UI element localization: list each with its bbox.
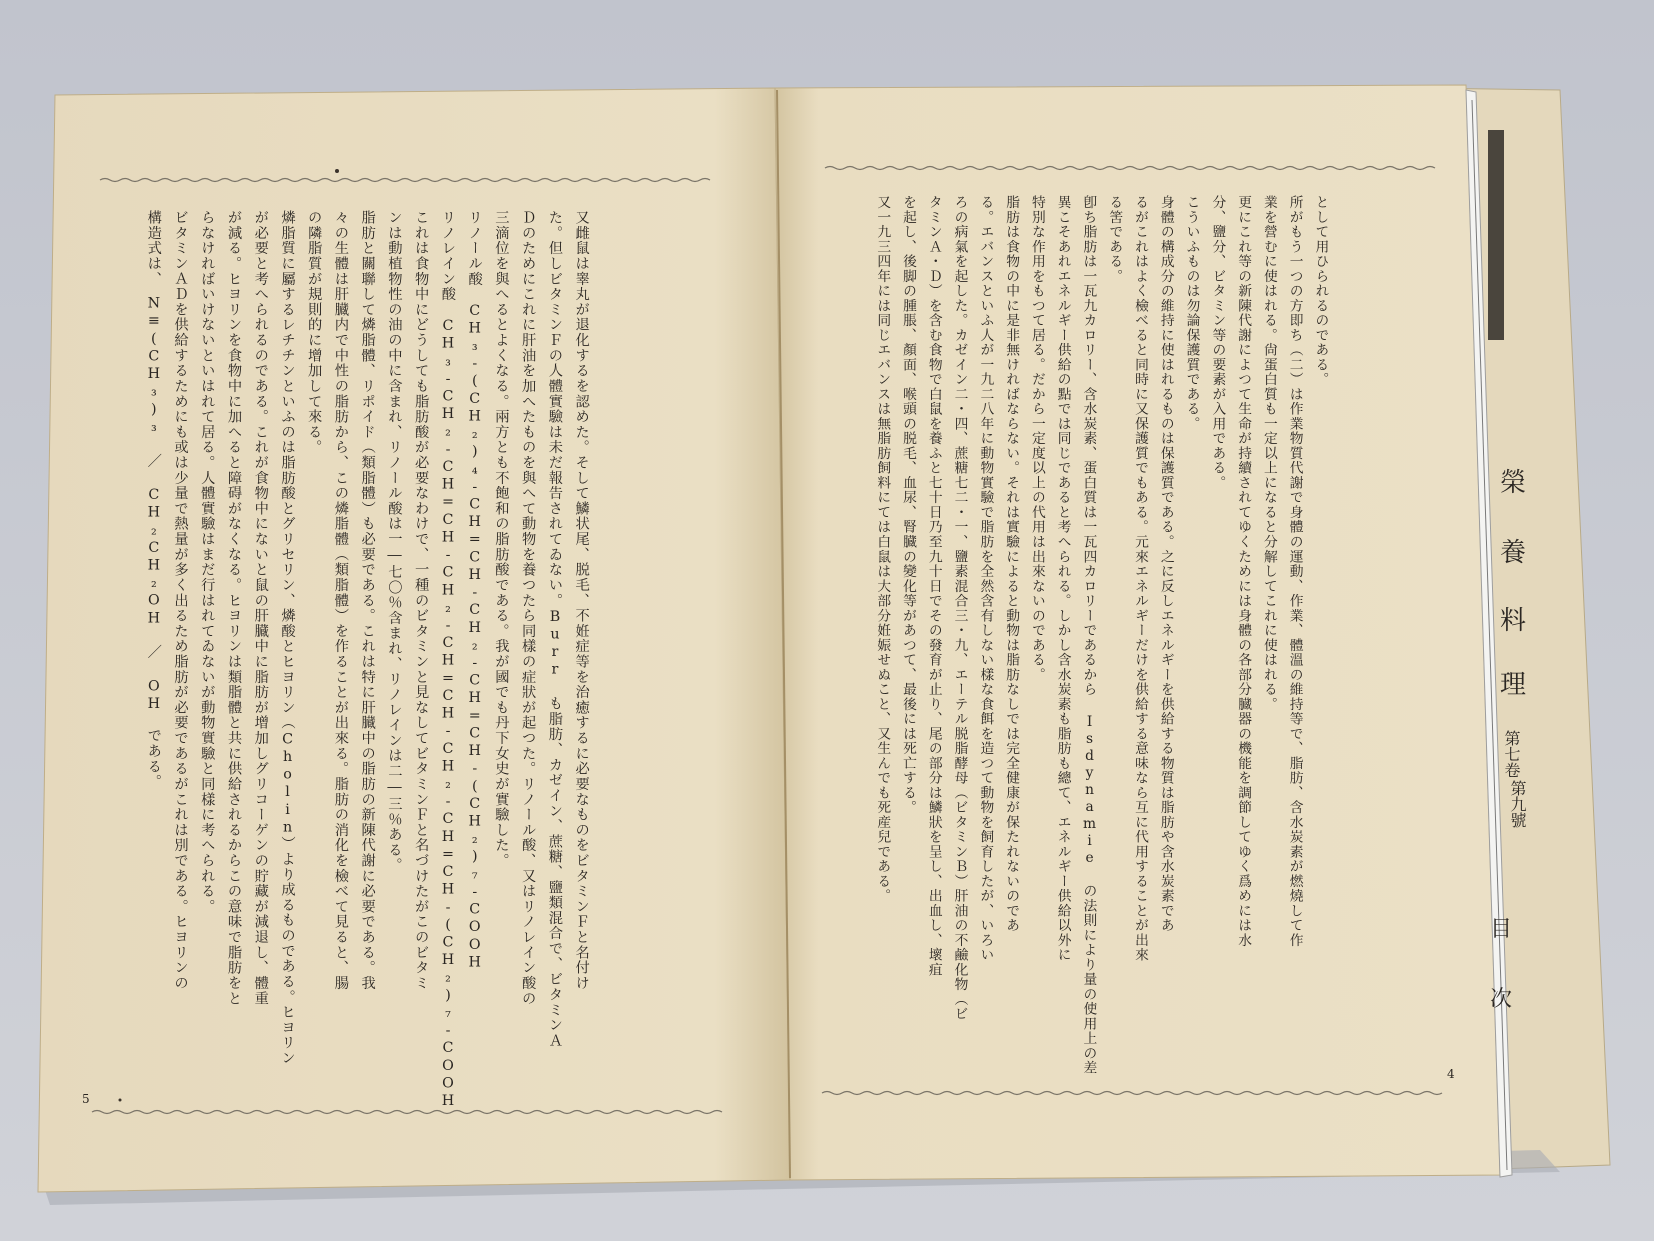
- text-column: タミンＡ・Ｄ）を含む食物で白鼠を養ふと七十日乃至九十日でその發育が止り、尾の部分は鱗狀を呈し、出血し、壞疽: [926, 195, 943, 978]
- cover-contents-char: 次: [1490, 987, 1513, 1012]
- text-column: ビタミンＡＤを供給するためにも或は少量で熱量が多く出るため脂肪が必要であるがこれは別である。ヒヨリンの: [172, 210, 189, 991]
- cover-issue: 第九號: [1508, 780, 1527, 828]
- text-column: これは食物中にどうしても脂肪酸が必要なわけで、一種のビタミンと見なしてビタミンＦと名づけたがこのビタミ: [412, 210, 430, 991]
- text-column: 業を營むに使はれる。尙蛋白質も一定以上になると分解してこれに使はれる。: [1262, 195, 1278, 712]
- text-column: 又雌鼠は睾丸が退化するを認めた。そして鱗状尾、脱毛、不姙症等を治癒するに必要なものをビタミンＦと名付け: [573, 210, 590, 991]
- cover-contents-char: 目: [1490, 917, 1513, 942]
- text-column: リノール酸 CH₃-(CH₂)₄-CH=CH-CH₂-CH=CH-(CH₂)₇-COOH: [466, 210, 484, 972]
- text-column: ンは動植物性の油の中に含まれ、リノール酸は一―七〇％含まれ、リノレインは二―三％ある。: [386, 210, 403, 873]
- text-column: こういふものは勿論保護質である。: [1184, 195, 1201, 432]
- cover-title-char: 料: [1500, 606, 1527, 636]
- text-column: リノレイン酸 CH₃-CH₂-CH=CH-CH₂-CH=CH-CH₂-CH=CH-(CH₂)₇-COOH: [439, 210, 457, 1110]
- text-column: が必要と考へられるのである。これが食物中にないと鼠の肝臓中に脂肪が增加しグリコーゲンの貯藏が減退し、體重: [252, 210, 270, 1006]
- text-column: らなければいけないといはれて居る。人體實驗はまだ行はれてゐないが動物實驗と同樣に考へられる。: [199, 210, 216, 915]
- left-page-text: [140, 210, 595, 1110]
- cover-title-char: 理: [1500, 670, 1527, 700]
- text-column: が減る。ヒヨリンを食物中に加へると障碍がなくなる。ヒヨリンは類脂體と共に供給されるからこの意味で脂肪をと: [225, 210, 243, 1006]
- text-column: 異こそあれエネルギー供給の點では同じであると考へられる。しかし含水炭素も脂肪も總て、エネルギー供給以外に: [1055, 195, 1072, 963]
- right-page-text: [870, 195, 1334, 1076]
- cover-volume: 第七卷: [1502, 730, 1521, 778]
- text-column: として用ひられるのである。: [1313, 195, 1330, 387]
- text-column: た。但しビタミンＦの人體實驗は未だ報告されてゐない。Burr も脂肪、カゼイン、蔗糖、鹽類混合で、ビタミンＡ: [546, 210, 564, 1049]
- left-page-number: 5: [82, 1092, 90, 1106]
- text-column: 三滴位を與へるとよくなる。兩方とも不飽和の脂肪酸である。我が國でも丹下女史が實驗した。: [493, 210, 510, 869]
- text-column: 脂肪と關聯して燐脂體、リポイド（類脂體）も必要である。これは特に肝臓中の脂肪の新陳代謝に必要である。我: [359, 210, 377, 991]
- text-column: Ｄのためにこれに肝油を加へたものを與へて動物を養つたら同樣の症狀が起つた。リノール酸、又はリノレイン酸の: [519, 210, 537, 1006]
- text-column: 所がもう一つの方即ち（二）は作業物質代謝で身體の運動、作業、體溫の維持等で、脂肪、含水炭素が燃燒して作: [1287, 195, 1304, 948]
- text-column: る。エバンスといふ人が一九二八年に動物實驗で脂肪を全然含有しない樣な食餌を造つて動物を飼育したが、いろい: [978, 195, 995, 963]
- text-column: 卽ち脂肪は一瓦九カロリー、含水炭素、蛋白質は一瓦四カロリーであるから Isdynamie の法則により量の使用上の差: [1081, 195, 1098, 1076]
- text-column: 脂肪は食物の中に是非無ければならない。それは實驗によると動物は脂肪なしでは完全健康が保たれないのであ: [1004, 195, 1021, 933]
- cover-title-char: 榮: [1500, 468, 1527, 498]
- text-column: るがこれはよく檢べると同時に又保護質でもある。元來エネルギーだけを供給する意味なら互に代用することが出來: [1133, 195, 1150, 963]
- cover-title-char: 養: [1500, 538, 1527, 568]
- text-column: 身體の構成分の維持に使はれるものは保護質である。之に反しエネルギーを供給する物質は脂肪や含水炭素であ: [1158, 195, 1175, 933]
- text-column: 々の生體は肝臓内で中性の脂肪から、この燐脂體（類脂體）を作ることが出來る。脂肪の消化を檢べて見ると、腸: [332, 210, 350, 991]
- text-column: ろの病氣を起した。カゼイン二・四、蔗糖七二・一、鹽素混合三・九、エーテル脱脂酵母（ビタミンＢ）肝油の不鹼化物（ビ: [952, 195, 969, 1022]
- text-column: 分、鹽分、ビタミン等の要素が入用である。: [1210, 195, 1227, 491]
- text-column: の隣脂質が規則的に增加して來る。: [305, 210, 323, 455]
- text-column: を起し、後脚の腫脹、顏面、喉頭の脱毛、血尿、腎臓の變化等があつて、最後には死亡する。: [901, 195, 918, 815]
- text-column: 更にこれ等の新陳代謝によつて生命が持續されてゆくためには身體の各部分臓器の機能を調節してゆく爲めには水: [1236, 195, 1253, 948]
- right-page-number: 4: [1447, 1067, 1455, 1081]
- text-column: 構造式は、 N≡(CH₃)₃ ／ CH₂CH₂OH ／ OH である。: [145, 210, 163, 790]
- text-column: 特別な作用をもつて居る。だから一定度以上の代用は出來ないのである。: [1030, 195, 1046, 682]
- text-column: る筈である。: [1107, 195, 1124, 284]
- text-column: 燐脂質に屬するレチチンといふのは脂肪酸とグリセリン、燐酸とヒヨリン（Cholin）より成るものである。ヒヨリン: [279, 210, 296, 1066]
- text-column: 又一九三四年には同じエバンスは無脂肪飼料にては白鼠は大部分姙娠せぬこと、又生んでも死産兒である。: [875, 195, 892, 904]
